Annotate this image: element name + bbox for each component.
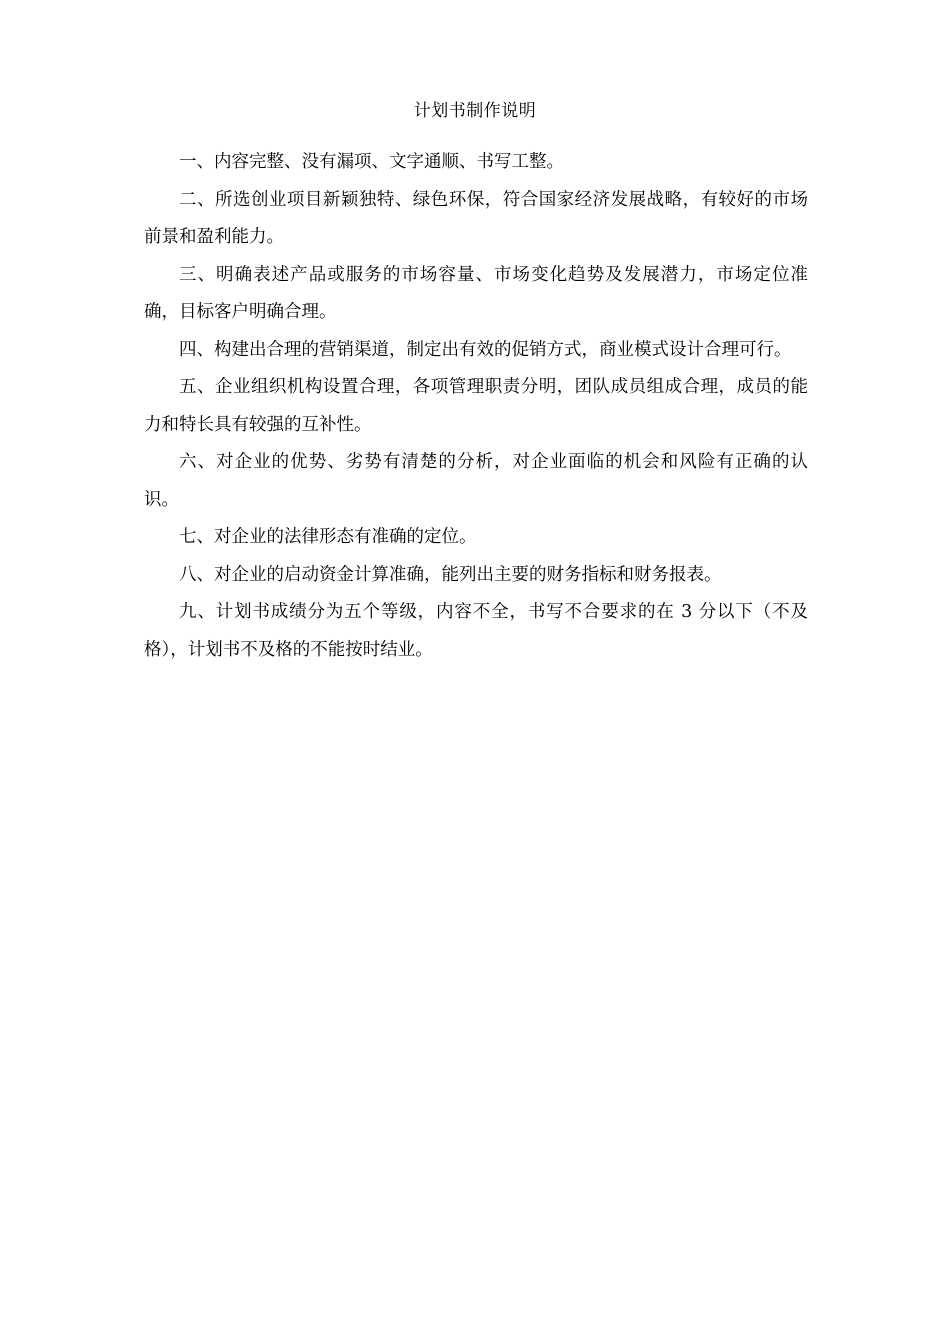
paragraph-1: 一、内容完整、没有漏项、文字通顺、书写工整。 bbox=[179, 152, 564, 172]
paragraph-6: 六、对企业的优势、劣势有清楚的分析，对企业面临的机会和风险有正确的认识。 bbox=[144, 452, 808, 510]
paragraph-9: 九、计划书成绩分为五个等级，内容不全，书写不合要求的在 3 分以下（不及格），计划书不及格的不能按时结业。 bbox=[144, 602, 808, 660]
document-body bbox=[144, 144, 808, 669]
paragraph-2: 二、所选创业项目新颖独特、绿色环保，符合国家经济发展战略，有较好的市场前景和盈利能力。 bbox=[144, 189, 808, 247]
paragraph-8: 八、对企业的启动资金计算准确，能列出主要的财务指标和财务报表。 bbox=[179, 564, 722, 585]
paragraph-7: 七、对企业的法律形态有准确的定位。 bbox=[179, 527, 477, 547]
paragraph-5: 五、企业组织机构设置合理，各项管理职责分明，团队成员组成合理，成员的能力和特长具有较强的互补性。 bbox=[144, 377, 808, 435]
paragraph-3: 三、明确表述产品或服务的市场容量、市场变化趋势及发展潜力，市场定位准确，目标客户明确合理。 bbox=[144, 264, 808, 322]
document-title: 计划书制作说明 bbox=[413, 101, 537, 121]
paragraph-4: 四、构建出合理的营销渠道，制定出有效的促销方式，商业模式设计合理可行。 bbox=[179, 339, 792, 360]
